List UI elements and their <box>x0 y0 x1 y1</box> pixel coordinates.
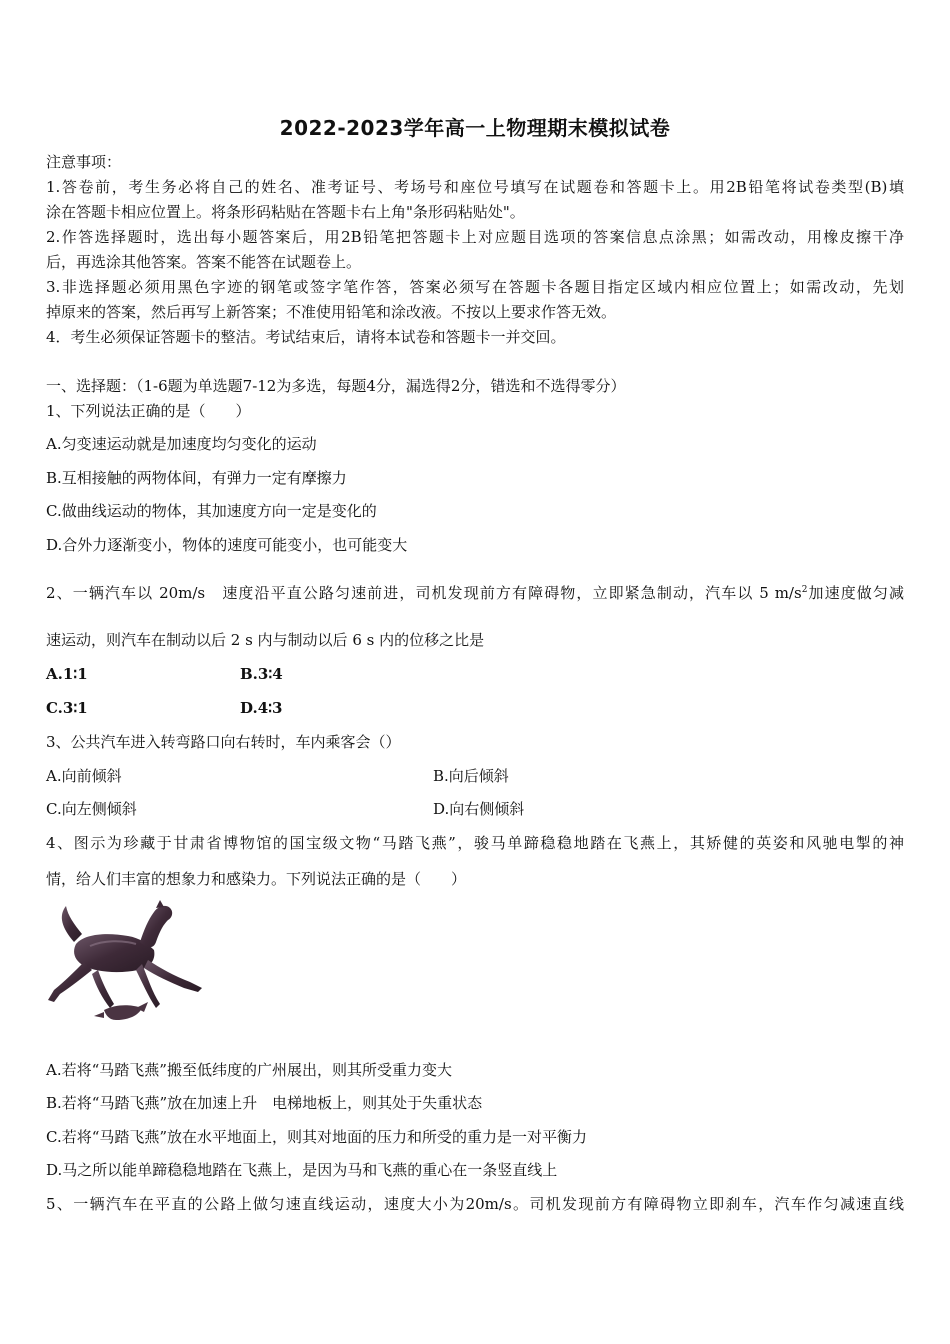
q4-option-c: C.若将“马踏飞燕”放在水平地面上，则其对地面的压力和所受的重力是一对平衡力 <box>46 1128 588 1146</box>
q4-option-d: D.马之所以能单蹄稳稳地踏在飞燕上，是因为马和飞燕的重心在一条竖直线上 <box>46 1161 558 1179</box>
q2-option-b: B.3∶4 <box>240 665 283 683</box>
q3-option-b: B.向后倾斜 <box>433 767 509 785</box>
notice-line: 涂在答题卡相应位置上。将条形码粘贴在答题卡右上角"条形码粘贴处"。 <box>46 203 525 221</box>
q3-option-c: C.向左侧倾斜 <box>46 800 137 818</box>
q2-option-d: D.4∶3 <box>240 699 283 717</box>
notice-line: 4．考生必须保证答题卡的整洁。考试结束后，请将本试卷和答题卡一并交回。 <box>46 328 566 346</box>
question-2-stem <box>46 580 904 603</box>
notice-line: 1.答卷前，考生务必将自己的姓名、准考证号、考场号和座位号填写在试题卷和答题卡上。用2B铅笔将试卷类型(B)填 <box>46 178 904 196</box>
notice-heading: 注意事项： <box>46 153 122 171</box>
q2-stem-superscript: 2 <box>801 585 808 595</box>
q2-option-a: A.1∶1 <box>46 665 88 683</box>
question-2-stem-cont: 速运动，则汽车在制动以后 2 s 内与制动以后 6 s 内的位移之比是 <box>46 631 485 649</box>
galloping-horse-statue-image <box>44 898 206 1032</box>
question-1-stem: 1、下列说法正确的是（ ） <box>46 402 251 420</box>
page-title: 2022-2023学年高一上物理期末模拟试卷 <box>279 116 671 140</box>
notice-line: 3.非选择题必须用黑色字迹的钢笔或签字笔作答，答案必须写在答题卡各题目指定区域内相应位置上；如需改动，先划 <box>46 278 904 296</box>
notice-line: 后，再选涂其他答案。答案不能答在试题卷上。 <box>46 253 362 271</box>
question-5-stem: 5、一辆汽车在平直的公路上做匀速直线运动，速度大小为20m/s。司机发现前方有障碍物立即刹车，汽车作匀减速直线 <box>46 1195 904 1213</box>
q4-option-a: A.若将“马踏飞燕”搬至低纬度的广州展出，则其所受重力变大 <box>46 1061 452 1079</box>
q1-option-d: D.合外力逐渐变小，物体的速度可能变小，也可能变大 <box>46 536 408 554</box>
question-4-stem-cont: 情，给人们丰富的想象力和感染力。下列说法正确的是（ ） <box>46 870 467 888</box>
q2-option-c: C.3∶1 <box>46 699 88 717</box>
q4-option-b: B.若将“马踏飞燕”放在加速上升 电梯地板上，则其处于失重状态 <box>46 1094 483 1112</box>
q3-option-d: D.向右侧倾斜 <box>433 800 525 818</box>
q2-stem-part: 2、一辆汽车以 20m/s 速度沿平直公路匀速前进，司机发现前方有障碍物，立即紧急制动，汽车以 5 m/s <box>46 584 802 602</box>
q1-option-b: B.互相接触的两物体间，有弹力一定有摩擦力 <box>46 469 347 487</box>
question-4-stem: 4、图示为珍藏于甘肃省博物馆的国宝级文物“马踏飞燕”，骏马单蹄稳稳地踏在飞燕上，其矫健的英姿和风驰电掣的神 <box>46 834 904 852</box>
q2-stem-part: 加速度做匀减 <box>807 584 904 602</box>
question-3-stem: 3、公共汽车进入转弯路口向右转时，车内乘客会（） <box>46 733 401 751</box>
q1-option-c: C.做曲线运动的物体，其加速度方向一定是变化的 <box>46 502 377 520</box>
notice-line: 2.作答选择题时，选出每小题答案后，用2B铅笔把答题卡上对应题目选项的答案信息点涂黑；如需改动，用橡皮擦干净 <box>46 228 904 246</box>
notice-line: 掉原来的答案，然后再写上新答案；不准使用铅笔和涂改液。不按以上要求作答无效。 <box>46 303 617 321</box>
section-heading: 一、选择题：（1-6题为单选题7-12为多选，每题4分，漏选得2分，错选和不选得零分） <box>46 377 626 395</box>
q3-option-a: A.向前倾斜 <box>46 767 122 785</box>
q1-option-a: A.匀变速运动就是加速度均匀变化的运动 <box>46 435 317 453</box>
